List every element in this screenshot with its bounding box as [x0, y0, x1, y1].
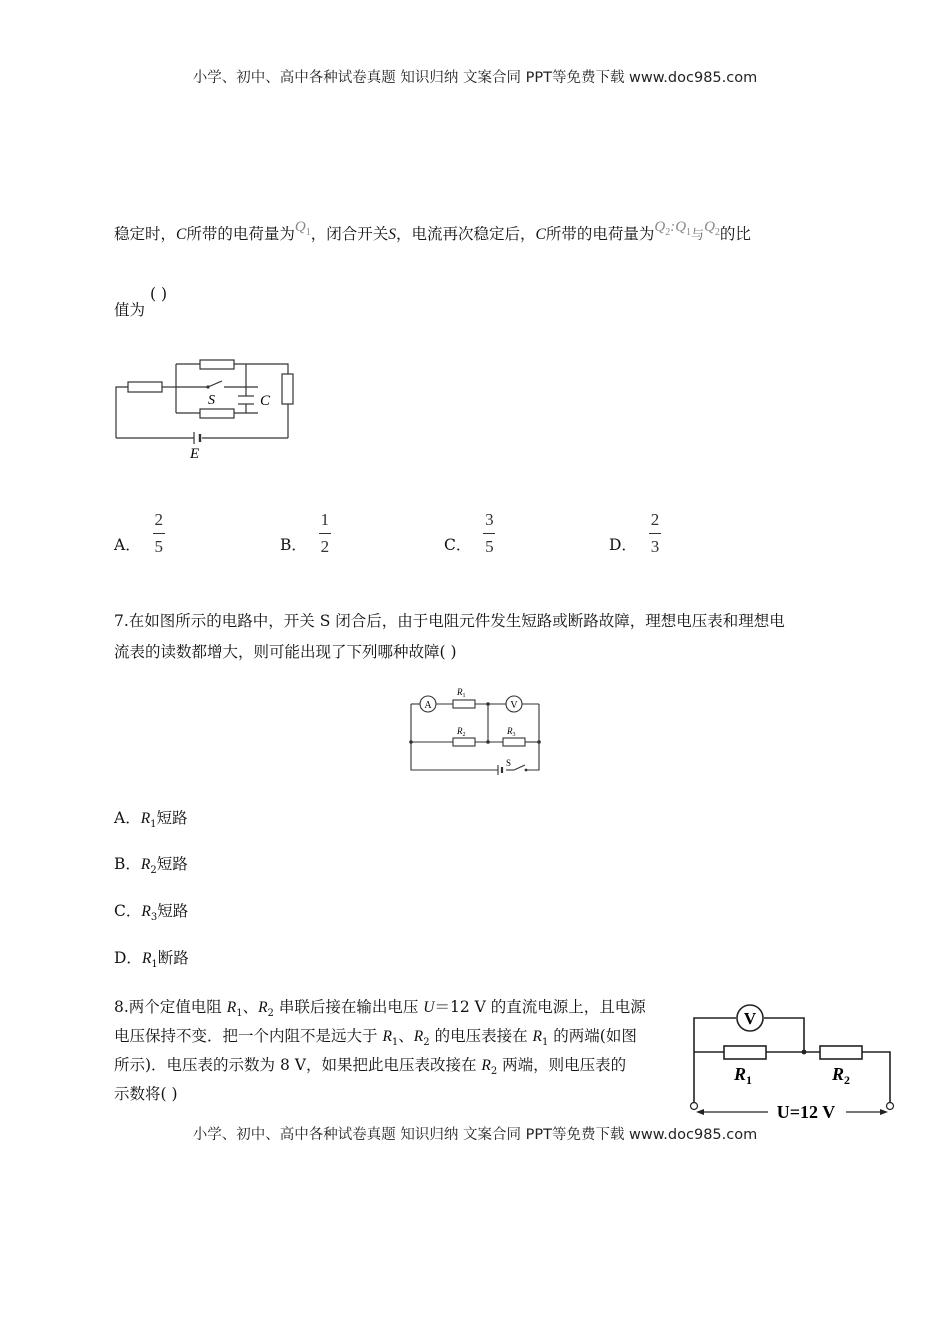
capacitor-label-c: C: [260, 393, 271, 409]
q6-answer-paren: ( ): [150, 285, 168, 303]
fraction: $\frac{1}{2}$: [320, 510, 330, 556]
voltage-label: U=12 V: [776, 1102, 836, 1122]
q6-option-d[interactable]: D． $\frac{2}{3}$: [609, 510, 660, 556]
q7-stem-line2: 流表的读数都增大，则可能出现了下列哪种故障( ): [114, 643, 457, 661]
r2-label: $R_2$: [832, 1064, 851, 1087]
q1-symbol: $Q_1$: [294, 219, 311, 238]
r1-label: $R_1$: [734, 1064, 753, 1087]
q2-symbol: $Q_2$: [654, 219, 671, 238]
q7-circuit-diagram: [406, 684, 546, 776]
q6-option-b[interactable]: B． $\frac{1}{2}$: [280, 510, 330, 556]
q6-circuit-diagram: [110, 352, 310, 464]
voltmeter-label: V: [510, 700, 518, 711]
q8-stem-line2: 电压保持不变．把一个内阻不是远大于 $R_1$、$R_2$ 的电压表接在 $R_1$ 的两端(如图: [114, 1027, 637, 1049]
q7-option-d[interactable]: D．$R_1$断路: [114, 949, 189, 971]
fraction: $\frac{2}{5}$: [154, 510, 163, 556]
emf-label-e: E: [190, 446, 200, 462]
r2-label: $R_2$: [457, 726, 466, 738]
r1-label: $R_1$: [457, 687, 466, 699]
q8-circuit-diagram: [686, 996, 898, 1126]
voltmeter-label: V: [743, 1009, 757, 1028]
switch-label: S: [506, 758, 512, 768]
q7-option-a[interactable]: A．$R_1$短路: [114, 809, 188, 831]
q6-option-a[interactable]: A． $\frac{2}{5}$: [114, 510, 163, 556]
q7-option-b[interactable]: B．$R_2$短路: [114, 855, 188, 877]
switch-label-s: S: [208, 393, 215, 408]
q8-stem-line1: 8.两个定值电阻 $R_1$、$R_2$ 串联后接在输出电压 U＝12 V 的直流电源上，且电源: [114, 998, 646, 1020]
q8-stem-line4: 示数将( ): [114, 1085, 178, 1103]
fraction: $\frac{3}{5}$: [485, 510, 494, 556]
q6-stem-line2: 值为: [114, 301, 146, 319]
q7-option-c[interactable]: C．$R_3$短路: [114, 902, 189, 924]
q8-stem-line3: 所示)．电压表的示数为 8 V，如果把此电压表改接在 $R_2$ 两端，则电压表的: [114, 1056, 627, 1078]
q7-stem-line1: 7.在如图所示的电路中，开关 S 闭合后，由于电阻元件发生短路或断路故障，理想电压表和理想电: [114, 612, 785, 630]
q6-option-c[interactable]: C． $\frac{3}{5}$: [444, 510, 494, 556]
fraction: $\frac{2}{3}$: [650, 510, 660, 556]
ammeter-label: A: [424, 700, 432, 711]
q6-stem-line1: 稳定时，C所带的电荷量为$Q_1$，闭合开关S，电流再次稳定后，C所带的电荷量为$Q_2:Q_1$与$Q_2$的比: [114, 219, 751, 243]
page-header: 小学、初中、高中各种试卷真题 知识归纳 文案合同 PPT等免费下载 www.doc985.com: [192, 70, 758, 86]
page-footer: 小学、初中、高中各种试卷真题 知识归纳 文案合同 PPT等免费下载 www.doc985.com: [192, 1127, 758, 1143]
r3-label: $R_3$: [507, 726, 516, 738]
